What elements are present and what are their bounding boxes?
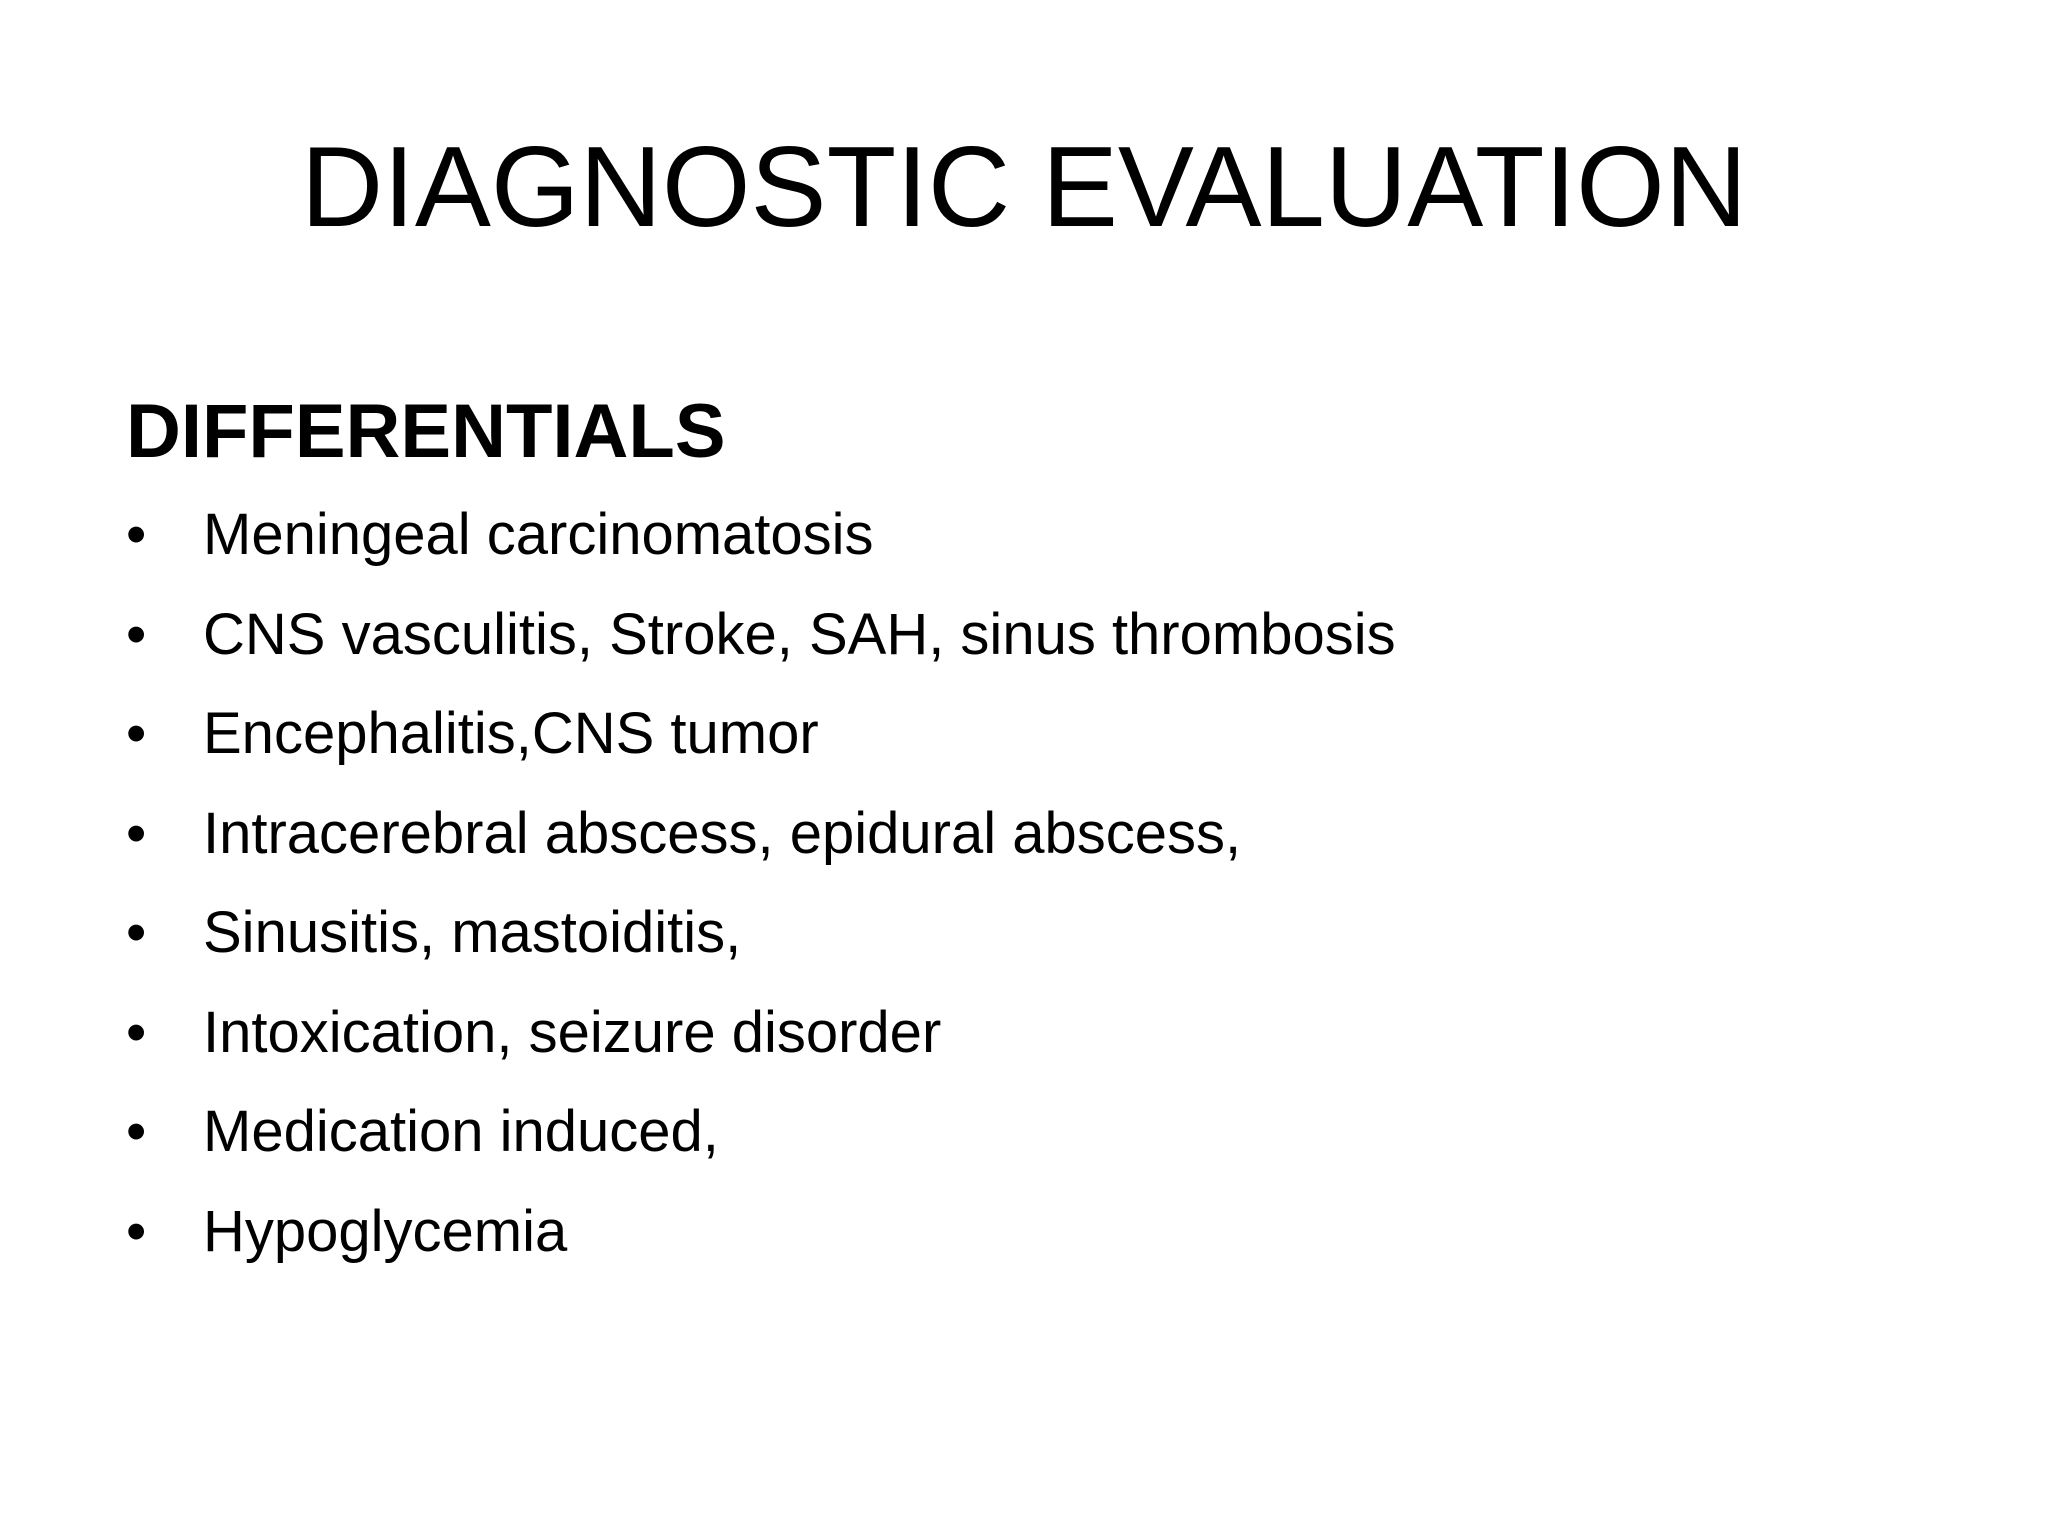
bullet-icon: • [126, 1099, 147, 1164]
list-item-text: Encephalitis,CNS tumor [203, 701, 819, 766]
list-item-text: Sinusitis, mastoiditis, [203, 900, 742, 965]
bullet-icon: • [126, 800, 147, 866]
slide-title: DIAGNOSTIC EVALUATION [300, 124, 1748, 251]
bullet-icon: • [126, 999, 147, 1065]
list-item-text: Medication induced, [203, 1099, 719, 1164]
bullet-icon: • [126, 601, 147, 667]
list-item-text: CNS vasculitis, Stroke, SAH, sinus thrombosis [203, 601, 1396, 667]
list-item-text: Hypoglycemia [203, 1198, 568, 1264]
bullet-icon: • [126, 900, 147, 965]
bullet-icon: • [126, 701, 147, 766]
bullet-icon: • [126, 1198, 147, 1264]
list-item-text: Meningeal carcinomatosis [203, 502, 874, 567]
section-heading: DIFFERENTIALS [126, 389, 726, 474]
list-item-text: Intracerebral abscess, epidural abscess, [203, 800, 1242, 866]
list-item-text: Intoxication, seizure disorder [203, 999, 942, 1065]
bullet-icon: • [126, 502, 147, 567]
